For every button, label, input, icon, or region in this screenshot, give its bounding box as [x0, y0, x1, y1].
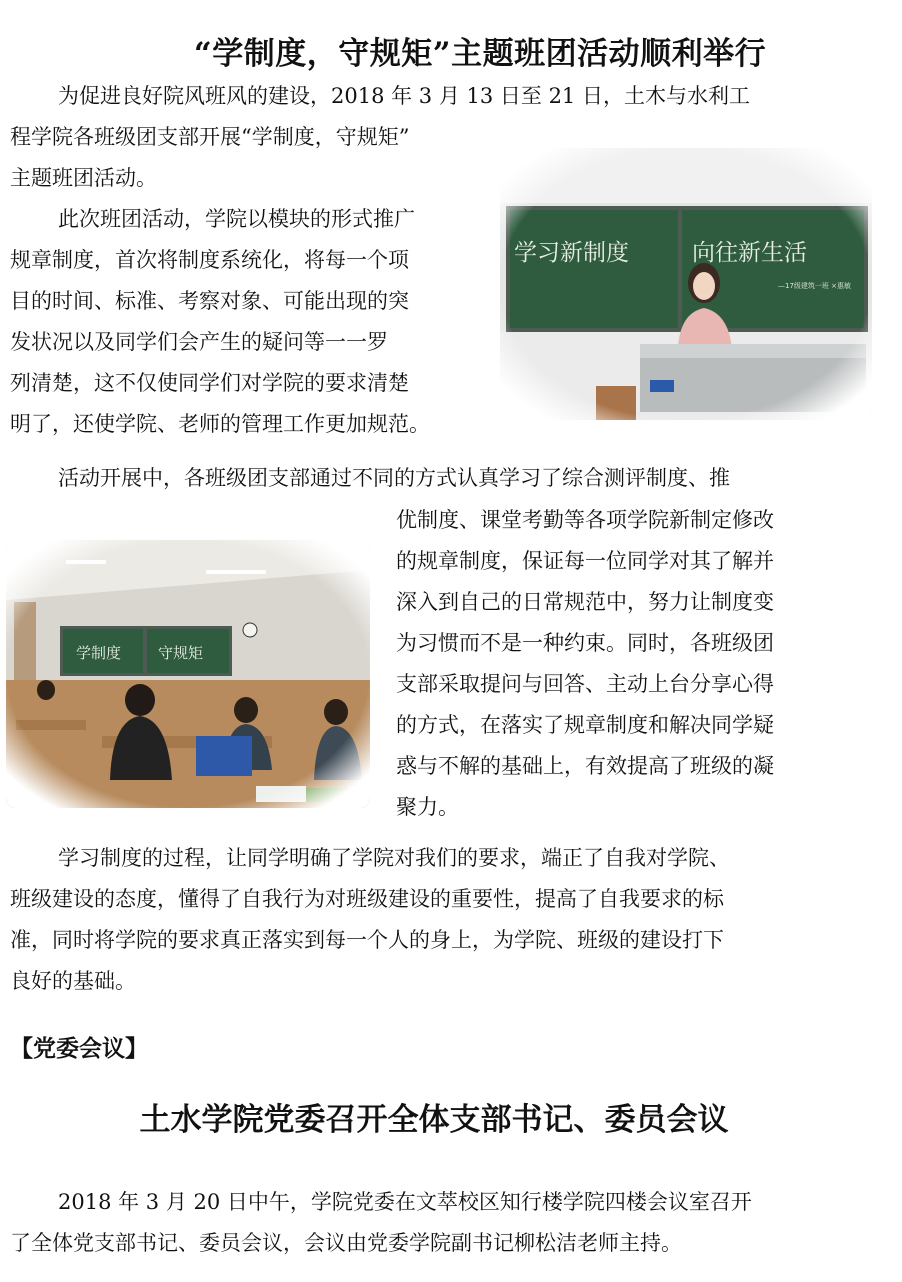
paragraph-line: 为习惯而不是一种约束。同时，各班级团	[396, 631, 774, 655]
paragraph-line: 支部采取提问与回答、主动上台分享心得	[396, 672, 774, 696]
paragraph-line: 班级建设的态度，懂得了自我行为对班级建设的重要性，提高了自我要求的标	[10, 887, 724, 911]
paragraph-line: 惑与不解的基础上，有效提高了班级的凝	[396, 754, 774, 778]
paragraph-text: 为促进良好院风班风的建设，2018 年 3 月 13 日至 21 日，土木与水利工	[58, 84, 750, 108]
article-title: “学制度，守规矩”主题班团活动顺利举行	[193, 36, 767, 72]
paragraph-line: 准，同时将学院的要求真正落实到每一个人的身上，为学院、班级的建设打下	[10, 928, 724, 952]
paragraph-text: 2018 年 3 月 20 日中午，学院党委在文萃校区知行楼学院四楼会议室召开	[58, 1190, 752, 1214]
article-title-2: 土水学院党委召开全体支部书记、委员会议	[139, 1102, 729, 1138]
paragraph-line: 深入到自己的日常规范中，努力让制度变	[396, 590, 774, 614]
paragraph-activity-line1	[10, 458, 880, 499]
photo-teacher-at-blackboard	[500, 148, 872, 420]
paragraph-text: 学习制度的过程，让同学明确了学院对我们的要求，端正了自我对学院、	[58, 846, 730, 870]
paragraph-line: 目的时间、标准、考察对象、可能出现的突	[10, 289, 409, 313]
paragraph-line	[10, 199, 480, 240]
paragraph-line: 明了，还使学院、老师的管理工作更加规范。	[10, 412, 430, 436]
paragraph-line: 规章制度，首次将制度系统化，将每一个项	[10, 248, 409, 272]
paragraph-line: 了全体党支部书记、委员会议，会议由党委学院副书记柳松洁老师主持。	[10, 1231, 682, 1255]
section-tag: 【党委会议】	[10, 1035, 148, 1062]
paragraph-line: 良好的基础。	[10, 969, 136, 993]
paragraph-line: 优制度、课堂考勤等各项学院新制定修改	[396, 508, 774, 532]
paragraph-text: 此次班团活动，学院以模块的形式推广	[58, 207, 415, 231]
paragraph-line: 的方式，在落实了规章制度和解决同学疑	[396, 713, 774, 737]
paragraph-intro-line3: 主题班团活动。	[10, 166, 157, 190]
paragraph-text: 活动开展中，各班级团支部通过不同的方式认真学习了综合测评制度、推	[58, 466, 730, 490]
paragraph-line: 聚力。	[396, 795, 459, 819]
paragraph-line	[10, 838, 880, 879]
photo-classroom-students	[6, 540, 370, 808]
paragraph-activity-body	[396, 500, 858, 828]
students-photo-illustration	[6, 540, 370, 808]
paragraph-line: 的规章制度，保证每一位同学对其了解并	[396, 549, 774, 573]
paragraph-intro-line2: 程学院各班级团支部开展“学制度，守规矩”	[10, 125, 410, 149]
paragraph-conclusion	[10, 838, 880, 1002]
paragraph-system	[10, 199, 480, 445]
paragraph-line: 列清楚，这不仅使同学们对学院的要求清楚	[10, 371, 409, 395]
paragraph-line: 发状况以及同学们会产生的疑问等一一罗	[10, 330, 388, 354]
classroom-photo-illustration	[500, 148, 872, 420]
paragraph-line	[10, 1182, 880, 1223]
paragraph-intro-line1	[10, 76, 880, 117]
paragraph-meeting	[10, 1182, 880, 1264]
